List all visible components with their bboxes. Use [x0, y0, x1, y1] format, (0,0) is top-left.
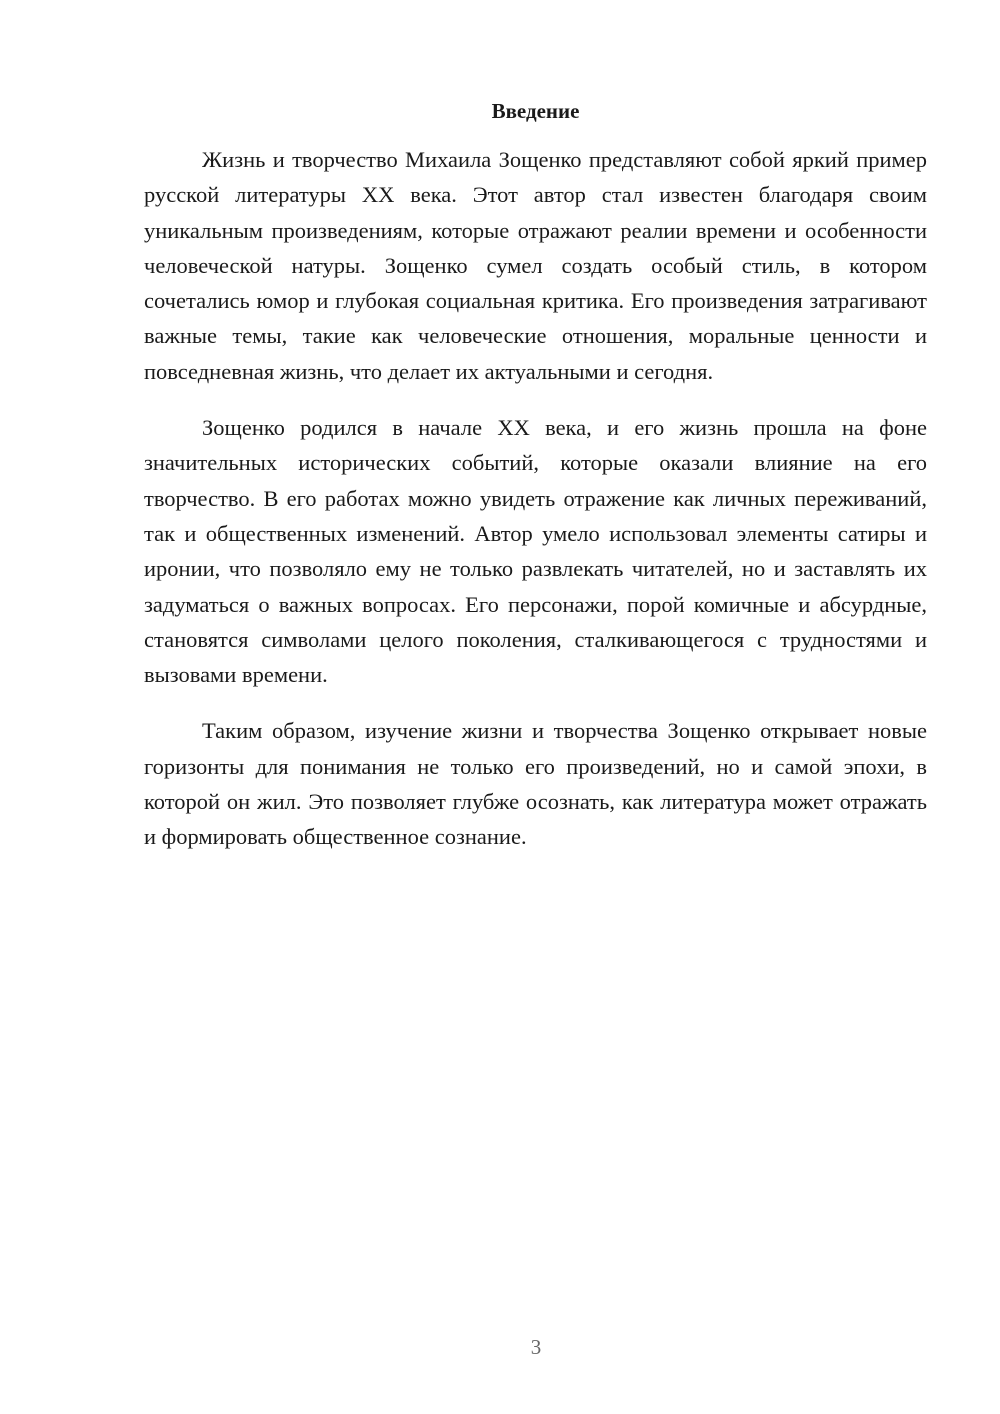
paragraph-2: Зощенко родился в начале XX века, и его жизнь прошла на фоне значительных исторических событий, которые оказали влияние на его творчество. В его работах можно увидеть отражение как личных переживаний, так и общественных изменений. Автор умело использовал элементы сатиры и иронии, что позволяло ему не только развлекать читателей, но и заставлять их задуматься о важных вопросах. Его персонажи, порой комичные и абсурдные, становятся символами целого поколения, сталкивающегося с трудностями и вызовами времени.	[144, 415, 927, 688]
page-title: Введение	[491, 99, 580, 123]
paragraph-3: Таким образом, изучение жизни и творчества Зощенко открывает новые горизонты для понимания не только его произведений, но и самой эпохи, в которой он жил. Это позволяет глубже осознать, как литература может отражать и формировать общественное сознание.	[144, 718, 927, 850]
page-number: 3	[530, 1335, 542, 1359]
paragraph-1: Жизнь и творчество Михаила Зощенко представляют собой яркий пример русской литературы XX века. Этот автор стал известен благодаря своим уникальным произведениям, которые отражают реалии времени и особенности человеческой натуры. Зощенко сумел создать особый стиль, в котором сочетались юмор и глубокая социальная критика. Его произведения затрагивают важные темы, такие как человеческие отношения, моральные ценности и повседневная жизнь, что делает их актуальными и сегодня.	[144, 147, 927, 384]
body-text	[144, 142, 927, 876]
